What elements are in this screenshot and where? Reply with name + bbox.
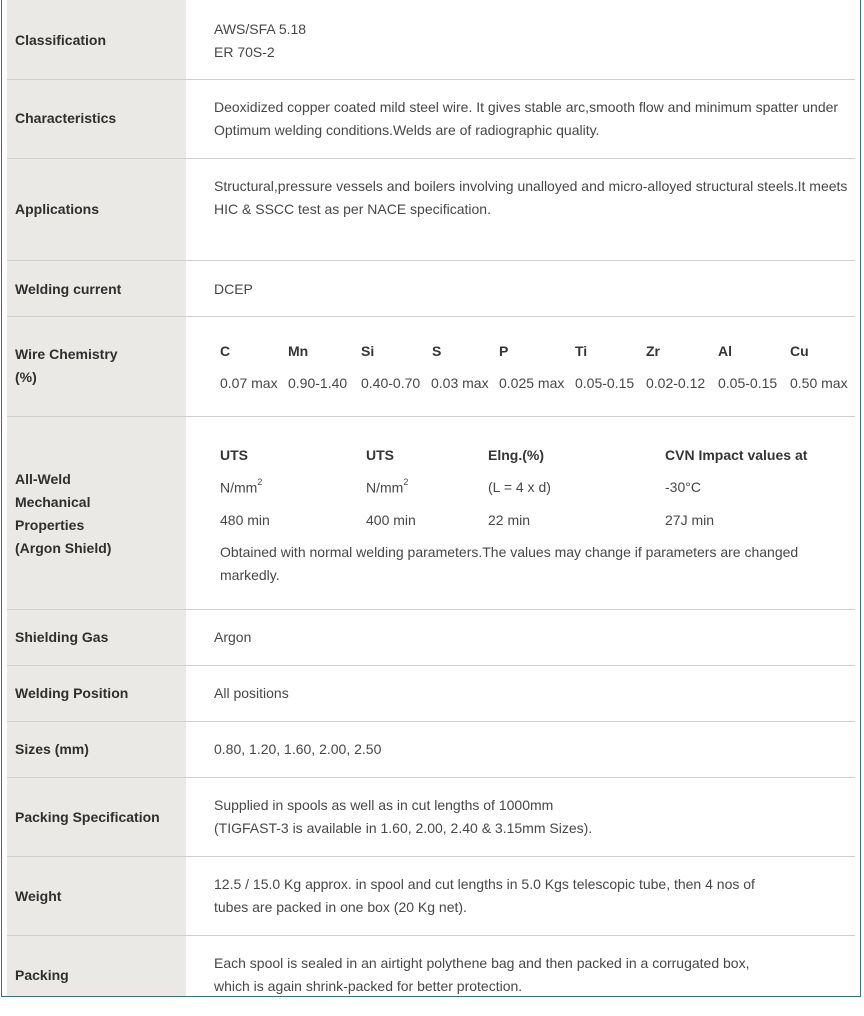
row-label: Characteristics [15,110,117,126]
chem-element: Zr [646,343,660,359]
row-packing-specification [7,778,855,857]
chem-element: Si [361,343,375,359]
row-value [214,18,844,64]
mech-header: Elng.(%) [488,447,544,463]
value-line: AWS/SFA 5.18 [214,21,307,37]
chem-element: C [220,343,231,359]
mech-unit: $N/mm^2$ [366,477,409,496]
chem-value: 0.40-0.70 [361,375,421,391]
row-label [15,343,183,389]
row-label: Packing Specification [15,809,160,825]
row-label: Sizes (mm) [15,741,89,757]
value-line: (TIGFAST-3 is available in 1.60, 2.00, 2.40 & 3.15mm Sizes). [214,820,593,836]
row-wire-chemistry [7,317,855,417]
mech-header: CVN Impact values at [665,447,808,463]
chem-value: 0.02-0.12 [646,375,706,391]
row-applications [7,159,855,261]
chem-element: Cu [790,343,809,359]
row-shielding-gas [7,610,855,666]
row-value: DCEP [214,281,253,297]
row-value [214,873,844,919]
value-line: markedly. [220,567,280,583]
row-characteristics [7,80,855,159]
row-label [15,468,183,560]
value-line: Supplied in spools as well as in cut lengths of 1000mm [214,797,554,813]
value-line: tubes are packed in one box (20 Kg net). [214,899,467,915]
chem-value: 0.90-1.40 [288,375,348,391]
row-label: Shielding Gas [15,629,109,645]
chem-value: 0.50 max [790,375,848,391]
value-line: Deoxidized copper coated mild steel wire. It gives stable arc,smooth flow and minimum spatter under [214,99,839,115]
label-line: Mechanical [15,494,91,510]
mech-value: 400 min [366,512,416,528]
mech-unit: $N/mm^2$ [220,477,263,496]
row-value [214,175,855,221]
label-line: (Argon Shield) [15,540,112,556]
row-value: All positions [214,685,289,701]
row-label: Weight [15,888,62,904]
spec-table-frame [1,0,861,997]
superscript: 2 [257,477,263,487]
row-classification [7,0,855,80]
row-sizes [7,722,855,778]
row-value: 0.80, 1.20, 1.60, 2.00, 2.50 [214,741,382,757]
value-line: ER 70S-2 [214,44,275,60]
row-label: Applications [15,201,100,217]
row-value: Argon [214,629,252,645]
chem-element: Al [718,343,732,359]
row-value [214,952,844,997]
mech-header: UTS [366,447,394,463]
mech-unit: (L = 4 x d) [488,479,551,495]
label-line: All-Weld [15,471,71,487]
label-line: (%) [15,369,37,385]
value-line: Structural,pressure vessels and boilers involving unalloyed and micro-alloyed structural steels.It meets [214,178,848,194]
value-line: Each spool is sealed in an airtight polythene bag and then packed in a corrugated box, [214,955,750,971]
value-line: Obtained with normal welding parameters.The values may change if parameters are changed [220,544,799,560]
superscript: 2 [403,477,409,487]
row-value [214,794,844,840]
value-line: 12.5 / 15.0 Kg approx. in spool and cut lengths in 5.0 Kgs telescopic tube, then 4 nos of [214,876,755,892]
chem-value: 0.025 max [499,375,565,391]
chem-value: 0.03 max [431,375,489,391]
row-weight [7,857,855,936]
chem-element: Ti [575,343,588,359]
chem-element: S [432,343,442,359]
row-packing [7,936,855,997]
row-label: Classification [15,32,107,48]
mech-value: 22 min [488,512,531,528]
chem-value: 0.05-0.15 [718,375,778,391]
value-line: which is again shrink-packed for better protection. [214,978,523,994]
row-value [214,96,854,142]
mech-unit: -30°C [665,479,701,495]
value-line: HIC & SSCC test as per NACE specification. [214,201,491,217]
row-welding-current [7,261,855,317]
chem-element: Mn [288,343,309,359]
row-label: Welding current [15,281,122,297]
mech-header: UTS [220,447,248,463]
mech-value: 27J min [665,512,715,528]
row-label: Welding Position [15,685,129,701]
row-welding-position [7,666,855,722]
value-line: Optimum welding conditions.Welds are of radiographic quality. [214,122,600,138]
row-mechanical-properties [7,417,855,610]
chem-element: P [499,343,509,359]
row-label: Packing [15,967,69,983]
mech-value: 480 min [220,512,270,528]
mech-note [220,541,840,587]
chem-value: 0.05-0.15 [575,375,635,391]
label-line: Properties [15,517,85,533]
label-line: Wire Chemistry [15,346,118,362]
chem-value: 0.07 max [220,375,278,391]
